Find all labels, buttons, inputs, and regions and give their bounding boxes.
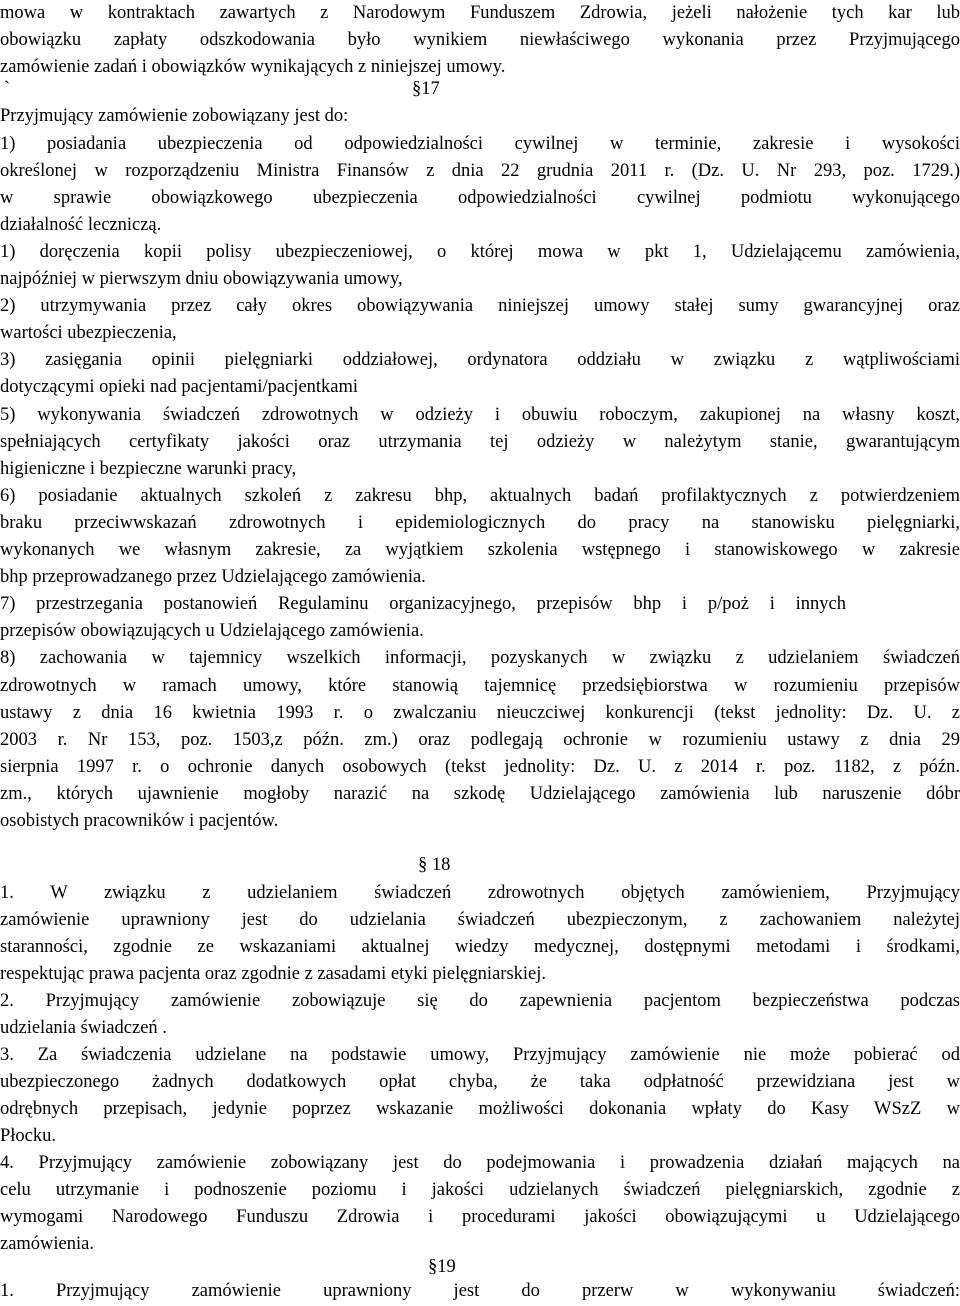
text-line: 1) posiadania ubezpieczenia od odpowiedzialności cywilnej w terminie, zakresie i wysokości bbox=[0, 134, 960, 154]
text-line: osobistych pracowników i pacjentów. bbox=[0, 811, 279, 831]
text-line: ustawy z dnia 16 kwietnia 1993 r. o zwalczaniu nieuczciwej konkurencji (tekst jednolity: Dz. U. z bbox=[0, 703, 960, 723]
text-line: 8) zachowania w tajemnicy wszelkich informacji, pozyskanych w związku z udzielaniem świadczeń bbox=[0, 648, 960, 668]
text-line: w sprawie obowiązkowego ubezpieczenia odpowiedzialności cywilnej podmiotu wykonującego bbox=[0, 188, 960, 208]
text-line: 2003 r. Nr 153, poz. 1503,z późn. zm.) oraz podlegają ochronie w rozumieniu ustawy z dnia 29 bbox=[0, 730, 960, 750]
text-line: 2. Przyjmujący zamówienie zobowiązuje się do zapewnienia pacjentom bezpieczeństwa podczas bbox=[0, 991, 960, 1011]
text-line: celu utrzymanie i podnoszenie poziomu i jakości udzielanych świadczeń pielęgniarskich, zgodnie z bbox=[0, 1180, 960, 1200]
text-line: 1. W związku z udzielaniem świadczeń zdrowotnych objętych zamówieniem, Przyjmujący bbox=[0, 883, 960, 903]
text-line: udzielania świadczeń . bbox=[0, 1018, 167, 1038]
text-line: respektując prawa pacjenta oraz zgodnie z zasadami etyki pielęgniarskiej. bbox=[0, 964, 547, 984]
text-line: najpóźniej w pierwszym dniu obowiązywania umowy, bbox=[0, 269, 403, 289]
text-line: mowa w kontraktach zawartych z Narodowym Funduszem Zdrowia, jeżeli nałożenie tych kar lub bbox=[0, 3, 960, 23]
text-line: zamówienia. bbox=[0, 1234, 94, 1254]
section-heading-19: §19 bbox=[428, 1257, 456, 1277]
text-line: higieniczne i bezpieczne warunki pracy, bbox=[0, 459, 297, 479]
section-heading-18: § 18 bbox=[418, 855, 451, 875]
text-line: zm., których ujawnienie mogłoby narazić na szkodę Udzielającego zamówienia lub naruszenie dóbr bbox=[0, 784, 960, 804]
text-line: spełniających certyfikaty jakości oraz utrzymania tej odzieży w należytym stanie, gwarantującym bbox=[0, 432, 960, 452]
text-line: 3. Za świadczenia udzielane na podstawie umowy, Przyjmujący zamówienie nie może pobierać od bbox=[0, 1045, 960, 1065]
text-line: dotyczącymi opieki nad pacjentami/pacjentkami bbox=[0, 377, 359, 397]
text-line: działalność leczniczą. bbox=[0, 215, 162, 235]
text-line: zamówienie uprawniony jest do udzielania świadczeń ubezpieczonym, z zachowaniem należytej bbox=[0, 910, 960, 930]
section-intro: Przyjmujący zamówienie zobowiązany jest do: bbox=[0, 106, 349, 126]
text-line: zamówienie zadań i obowiązków wynikających z niniejszej umowy. bbox=[0, 57, 506, 77]
text-line: staranności, zgodnie ze wskazaniami aktualnej wiedzy medycznej, dostępnymi metodami i środkami, bbox=[0, 937, 960, 957]
backtick-mark: ` bbox=[4, 79, 11, 99]
text-line: sierpnia 1997 r. o ochronie danych osobowych (tekst jednolity: Dz. U. z 2014 r. poz. 1182, z późn. bbox=[0, 757, 960, 777]
text-line: 7) przestrzegania postanowień Regulaminu organizacyjnego, przepisów bhp i p/poż i innych bbox=[0, 594, 846, 614]
text-line: 1) doręczenia kopii polisy ubezpieczeniowej, o której mowa w pkt 1, Udzielającemu zamówienia, bbox=[0, 242, 960, 262]
text-line: określonej w rozporządzeniu Ministra Finansów z dnia 22 grudnia 2011 r. (Dz. U. Nr 293, poz. 1729.) bbox=[0, 161, 960, 181]
text-line: wykonanych we własnym zakresie, za wyjątkiem szkolenia wstępnego i stanowiskowego w zakresie bbox=[0, 540, 960, 560]
text-line: 2) utrzymywania przez cały okres obowiązywania niniejszej umowy stałej sumy gwarancyjnej oraz bbox=[0, 296, 960, 316]
text-line: bhp przeprowadzanego przez Udzielającego zamówienia. bbox=[0, 567, 426, 587]
text-line: Płocku. bbox=[0, 1126, 57, 1146]
text-line: 3) zasięgania opinii pielęgniarki oddziałowej, ordynatora oddziału w związku z wątpliwościami bbox=[0, 350, 960, 370]
section-heading-17: §17 bbox=[412, 79, 440, 99]
text-line: ubezpieczonego żadnych dodatkowych opłat chyba, że taka odpłatność przewidziana jest w bbox=[0, 1072, 960, 1092]
text-line: odrębnych przepisach, jedynie poprzez wskazanie możliwości dokonania wpłaty do Kasy WSzZ w bbox=[0, 1099, 960, 1119]
text-line: 1. Przyjmujący zamówienie uprawniony jest do przerw w wykonywaniu świadczeń: bbox=[0, 1281, 960, 1301]
text-line: obowiązku zapłaty odszkodowania było wynikiem niewłaściwego wykonania przez Przyjmującego bbox=[0, 30, 960, 50]
text-line: wartości ubezpieczenia, bbox=[0, 323, 177, 343]
text-line: przepisów obowiązujących u Udzielającego zamówienia. bbox=[0, 621, 424, 641]
text-line: wymogami Narodowego Funduszu Zdrowia i procedurami jakości obowiązującymi u Udzielającego bbox=[0, 1207, 960, 1227]
text-line: 5) wykonywania świadczeń zdrowotnych w odzieży i obuwiu roboczym, zakupionej na własny koszt, bbox=[0, 405, 960, 425]
text-line: 4. Przyjmujący zamówienie zobowiązany jest do podejmowania i prowadzenia działań mających na bbox=[0, 1153, 960, 1173]
text-line: zdrowotnych w ramach umowy, które stanowią tajemnicę przedsiębiorstwa w rozumieniu przepisów bbox=[0, 676, 960, 696]
text-line: braku przeciwwskazań zdrowotnych i epidemiologicznych do pracy na stanowisku pielęgniarki, bbox=[0, 513, 960, 533]
text-line: 6) posiadanie aktualnych szkoleń z zakresu bhp, aktualnych badań profilaktycznych z potwierdzeniem bbox=[0, 486, 960, 506]
